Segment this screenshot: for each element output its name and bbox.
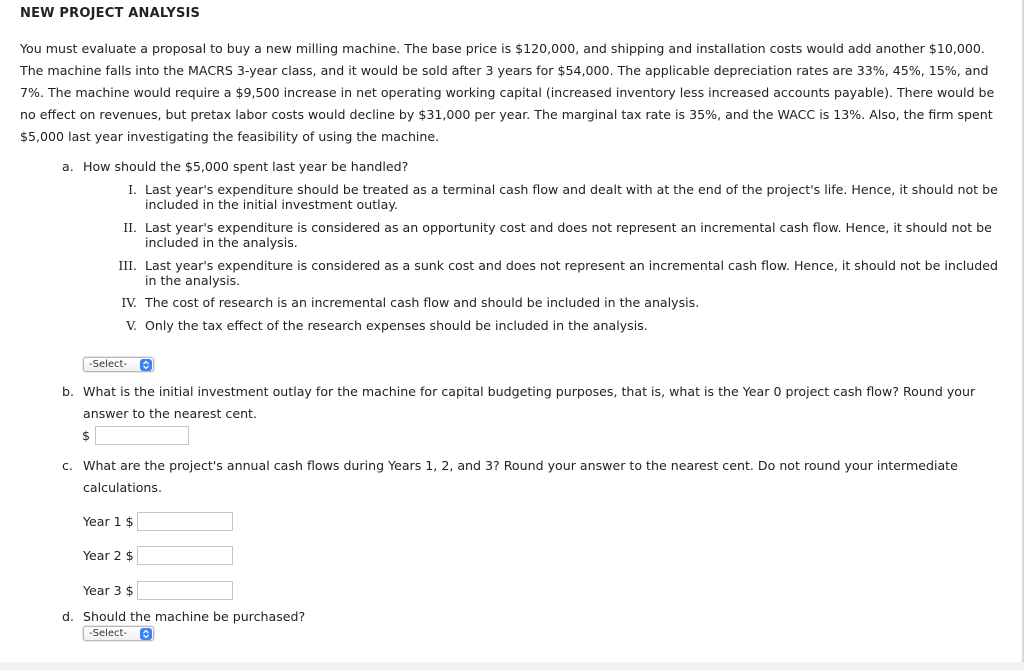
- option-number: I.: [128, 182, 137, 197]
- question-c-text: What are the project's annual cash flows during Years 1, 2, and 3? Round your answer to the nearest cent. Do not round your intermediate calculations.: [83, 458, 958, 495]
- page-title: NEW PROJECT ANALYSIS: [20, 6, 201, 21]
- option-text: Only the tax effect of the research expenses should be included in the analysis.: [145, 318, 648, 333]
- year-2-label: Year 2 $: [83, 548, 134, 563]
- question-d-text: Should the machine be purchased?: [83, 609, 306, 624]
- select-value: -Select-: [89, 628, 128, 639]
- option-text: Last year's expenditure is considered as an opportunity cost and does not represent an incremental cash flow. Hence, it should not be included in the analysis.: [145, 220, 992, 250]
- chevron-up-down-icon: [140, 359, 152, 371]
- year-1-label: Year 1 $: [83, 514, 134, 529]
- problem-statement: You must evaluate a proposal to buy a new milling machine. The base price is $120,000, and shipping and installation costs would add another $10,000. The machine falls into the MACRS 3-year class, and it would be sold after 3 years for $54,000. The applicable depreciation rates are 33%, 45%, 15%, and 7%. The machine would require a $9,500 increase in net operating working capital (increased inventory less increased accounts payable). There would be no effect on revenues, but pretax labor costs would decline by $31,000 per year. The marginal tax rate is 35%, and the WACC is 13%. Also, the firm spent $5,000 last year investigating the feasibility of using the machine.: [20, 41, 995, 144]
- question-b-letter: b.: [62, 384, 74, 399]
- option-text: Last year's expenditure is considered as a sunk cost and does not represent an incremental cash flow. Hence, it should not be included in the analysis.: [145, 258, 998, 288]
- year-2-cash-flow-input[interactable]: [137, 546, 233, 565]
- option-text: The cost of research is an incremental cash flow and should be included in the analysis.: [145, 295, 700, 310]
- answer-a-select[interactable]: [83, 357, 154, 372]
- initial-outlay-input[interactable]: [95, 426, 189, 445]
- select-value: -Select-: [89, 359, 128, 370]
- option-number: III.: [118, 258, 137, 273]
- option-number: V.: [126, 318, 137, 333]
- bottom-bar: [0, 662, 1024, 670]
- question-d-letter: d.: [62, 609, 74, 624]
- year-3-cash-flow-input[interactable]: [137, 581, 233, 600]
- option-number: IV.: [121, 295, 137, 310]
- currency-symbol: $: [82, 428, 91, 443]
- chevron-up-down-icon: [140, 628, 152, 640]
- question-a-letter: a.: [62, 159, 74, 174]
- question-a-text: How should the $5,000 spent last year be handled?: [83, 159, 409, 174]
- option-number: II.: [123, 220, 137, 235]
- option-text: Last year's expenditure should be treated as a terminal cash flow and dealt with at the end of the project's life. Hence, it should not be included in the initial investment outlay.: [145, 182, 998, 212]
- year-1-cash-flow-input[interactable]: [137, 512, 233, 531]
- answer-d-select[interactable]: [83, 626, 154, 641]
- question-b-text: What is the initial investment outlay for the machine for capital budgeting purposes, that is, what is the Year 0 project cash flow? Round your answer to the nearest cent.: [83, 384, 976, 421]
- year-3-label: Year 3 $: [83, 583, 134, 598]
- question-c-letter: c.: [62, 458, 73, 473]
